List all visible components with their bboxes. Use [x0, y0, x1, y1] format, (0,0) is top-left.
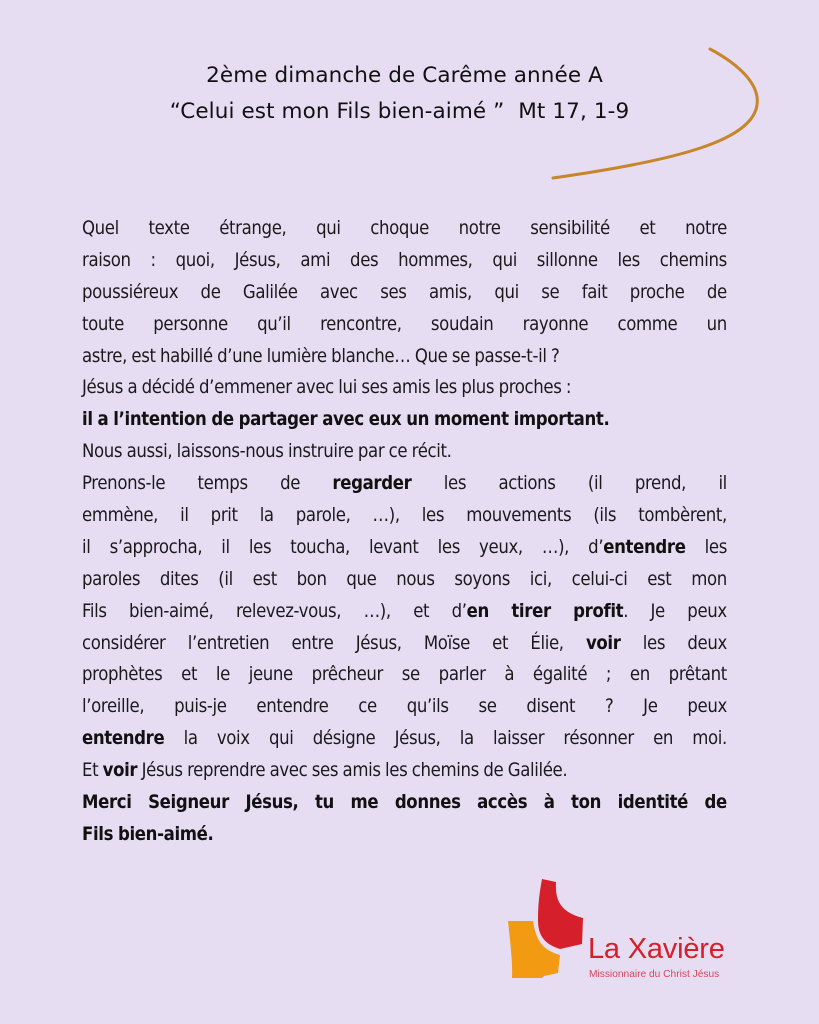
- word: l’entretien: [187, 632, 270, 654]
- word: …),: [541, 536, 570, 558]
- word: de: [280, 473, 301, 495]
- text-line: [82, 723, 727, 755]
- word: ce: [358, 696, 377, 718]
- word: poussiéreux: [82, 281, 179, 303]
- word: les: [421, 505, 445, 527]
- text-line: [82, 245, 727, 277]
- word: avec: [319, 281, 358, 303]
- word: de: [704, 792, 727, 814]
- word: ;: [605, 664, 612, 686]
- word: à: [543, 792, 555, 814]
- word: qui: [268, 728, 294, 750]
- word: yeux,: [479, 536, 523, 558]
- word: étrange,: [219, 218, 287, 239]
- word: soudain: [430, 313, 494, 335]
- text-line: [82, 436, 727, 468]
- word: la: [259, 505, 274, 527]
- emphasis-text: voir: [102, 760, 138, 782]
- text-line: [82, 468, 727, 500]
- word: se: [541, 281, 560, 303]
- text-line: [82, 596, 727, 628]
- word: mon: [691, 568, 727, 590]
- word: des: [350, 249, 379, 271]
- word: me: [350, 792, 379, 814]
- word: est: [252, 568, 277, 590]
- word: entendre: [256, 696, 329, 718]
- word: personne: [153, 313, 228, 335]
- word: d’entendre: [588, 536, 686, 558]
- word: (il: [218, 568, 233, 590]
- meditation-text: [82, 213, 727, 851]
- text-line: [82, 628, 727, 660]
- word: jeune: [248, 664, 293, 686]
- word: et: [181, 664, 198, 686]
- word: désigne: [312, 728, 376, 750]
- word: qui: [494, 281, 519, 303]
- page-title-line-2: “Celui est mon Fils bien-aimé ” Mt 17, 1-9: [169, 99, 630, 124]
- word: tu: [315, 792, 334, 814]
- word: accès: [477, 792, 528, 814]
- word: Je: [650, 600, 665, 622]
- word: …),: [363, 600, 391, 622]
- word: paroles: [82, 568, 141, 590]
- text-line: [82, 309, 727, 341]
- word: la: [183, 728, 198, 750]
- word: il: [718, 473, 727, 495]
- word: parler: [438, 664, 486, 686]
- word: le: [215, 664, 230, 686]
- word: de: [706, 281, 727, 303]
- logo-tagline: Missionnaire du Christ Jésus: [589, 969, 720, 980]
- word: et: [413, 600, 430, 622]
- word: se: [478, 696, 497, 718]
- word: relevez-vous,: [235, 600, 342, 622]
- word: qu’il: [257, 313, 291, 335]
- word: fait: [581, 281, 608, 303]
- word: celui-ci: [571, 568, 628, 590]
- word: rayonne: [522, 313, 589, 335]
- word: Prenons-le: [82, 473, 166, 495]
- word: Jésus,: [394, 728, 441, 750]
- word: ses: [380, 281, 407, 303]
- word: …),: [372, 505, 400, 527]
- word: d’en: [451, 600, 489, 622]
- word: un: [706, 313, 727, 335]
- word: les: [248, 536, 272, 558]
- word: qui: [492, 249, 517, 271]
- text-line: [82, 755, 727, 787]
- word: Galilée: [242, 281, 298, 303]
- word: nous: [396, 568, 435, 590]
- word: deux: [687, 632, 727, 654]
- word: entendre: [82, 728, 165, 750]
- word: toute: [82, 313, 125, 335]
- word: tirer: [511, 600, 551, 622]
- word: temps: [197, 473, 248, 495]
- word: laisser: [493, 728, 545, 750]
- word: en: [653, 728, 674, 750]
- word: dites: [159, 568, 199, 590]
- text-line: [82, 691, 727, 723]
- text-segment: Jésus a décidé d’emmener avec lui ses amis les plus proches :: [82, 377, 572, 399]
- word: et: [639, 218, 656, 239]
- text-line: [82, 213, 727, 245]
- word: est: [647, 568, 672, 590]
- word: Jésus,: [245, 792, 299, 814]
- la-xaviere-logo: [500, 870, 760, 1000]
- word: ?: [604, 696, 614, 718]
- word: moi.: [692, 728, 727, 750]
- word: Quel: [82, 218, 119, 239]
- word: voir: [585, 632, 621, 654]
- word: et: [492, 632, 509, 654]
- word: (ils: [593, 505, 617, 527]
- word: les: [437, 536, 460, 558]
- emphasis-text: Fils bien-aimé.: [82, 823, 214, 845]
- word: prêtant: [668, 664, 727, 686]
- word: raison: [82, 249, 131, 271]
- word: voix: [216, 728, 250, 750]
- word: notre: [685, 218, 727, 239]
- word: prophètes: [82, 664, 163, 686]
- word: Fils: [82, 600, 107, 622]
- word: donnes: [394, 792, 461, 814]
- word: prend,: [634, 473, 687, 495]
- word: chemins: [659, 249, 727, 271]
- word: bien-aimé,: [129, 600, 214, 622]
- word: ami: [300, 249, 331, 271]
- word: égalité: [532, 664, 588, 686]
- text-line: [82, 564, 727, 596]
- word: l’oreille,: [82, 696, 145, 718]
- word: bon: [296, 568, 327, 590]
- word: de: [200, 281, 221, 303]
- word: mouvements: [466, 505, 572, 527]
- text-segment: astre, est habillé d’une lumière blanche… Que se passe-t-il ?: [82, 345, 560, 367]
- text-line: [82, 819, 727, 851]
- word: regarder: [332, 473, 412, 495]
- word: ton: [571, 792, 602, 814]
- word: disent: [526, 696, 576, 718]
- word: peux: [687, 600, 727, 622]
- text-line: [82, 500, 727, 532]
- word: identité: [617, 792, 689, 814]
- word: les: [443, 473, 467, 495]
- word: peux: [687, 696, 727, 718]
- word: Moïse: [423, 632, 470, 654]
- word: qu’ils: [406, 696, 449, 718]
- word: il: [82, 536, 91, 558]
- word: Merci: [82, 792, 132, 814]
- page-title-line-1: 2ème dimanche de Carême année A: [206, 63, 603, 88]
- word: :: [150, 249, 156, 271]
- word: emmène,: [82, 505, 159, 527]
- text-line: [82, 787, 727, 819]
- text-line: [82, 659, 727, 691]
- word: s’approcha,: [109, 536, 203, 558]
- word: amis,: [428, 281, 472, 303]
- emphasis-text: il a l’intention de partager avec eux un moment important.: [82, 409, 610, 431]
- text-line: [82, 341, 727, 373]
- word: les: [617, 249, 640, 271]
- text-segment: Et: [82, 760, 103, 782]
- word: texte: [148, 218, 190, 239]
- word: considérer: [82, 632, 166, 654]
- text-line: [82, 532, 727, 564]
- text-line: [82, 372, 727, 404]
- word: (il: [587, 473, 603, 495]
- word: à: [504, 664, 515, 686]
- text-line: [82, 277, 727, 309]
- word: parole,: [295, 505, 351, 527]
- word: il: [180, 505, 189, 527]
- word: hommes,: [398, 249, 473, 271]
- word: qui: [316, 218, 341, 239]
- word: comme: [617, 313, 678, 335]
- word: Élie,: [530, 632, 564, 654]
- text-segment: Nous aussi, laissons-nous instruire par ce récit.: [82, 441, 452, 463]
- word: résonner: [563, 728, 634, 750]
- word: se: [401, 664, 420, 686]
- word: en: [629, 664, 650, 686]
- word: Jésus,: [234, 249, 281, 271]
- word: profit.: [573, 600, 629, 622]
- word: entre: [291, 632, 334, 654]
- word: Je: [643, 696, 658, 718]
- word: rencontre,: [320, 313, 402, 335]
- word: puis-je: [174, 696, 227, 718]
- word: notre: [458, 218, 501, 239]
- word: la: [459, 728, 474, 750]
- word: les: [642, 632, 666, 654]
- word: Jésus,: [355, 632, 402, 654]
- word: toucha,: [290, 536, 350, 558]
- word: tombèrent,: [638, 505, 727, 527]
- word: sillonne: [536, 249, 598, 271]
- word: proche: [629, 281, 685, 303]
- text-line: [82, 404, 727, 436]
- word: les: [704, 536, 727, 558]
- word: quoi,: [175, 249, 215, 271]
- word: il: [221, 536, 230, 558]
- word: levant: [368, 536, 419, 558]
- logo-name: La Xavière: [588, 933, 725, 965]
- text-segment: Jésus reprendre avec ses amis les chemins de Galilée.: [137, 760, 568, 782]
- word: sensibilité: [530, 218, 610, 239]
- word: actions: [498, 473, 556, 495]
- word: choque: [370, 218, 430, 239]
- word: prêcheur: [311, 664, 384, 686]
- word: soyons: [454, 568, 510, 590]
- word: Seigneur: [148, 792, 229, 814]
- word: que: [346, 568, 377, 590]
- word: ici,: [529, 568, 552, 590]
- word: prit: [210, 505, 238, 527]
